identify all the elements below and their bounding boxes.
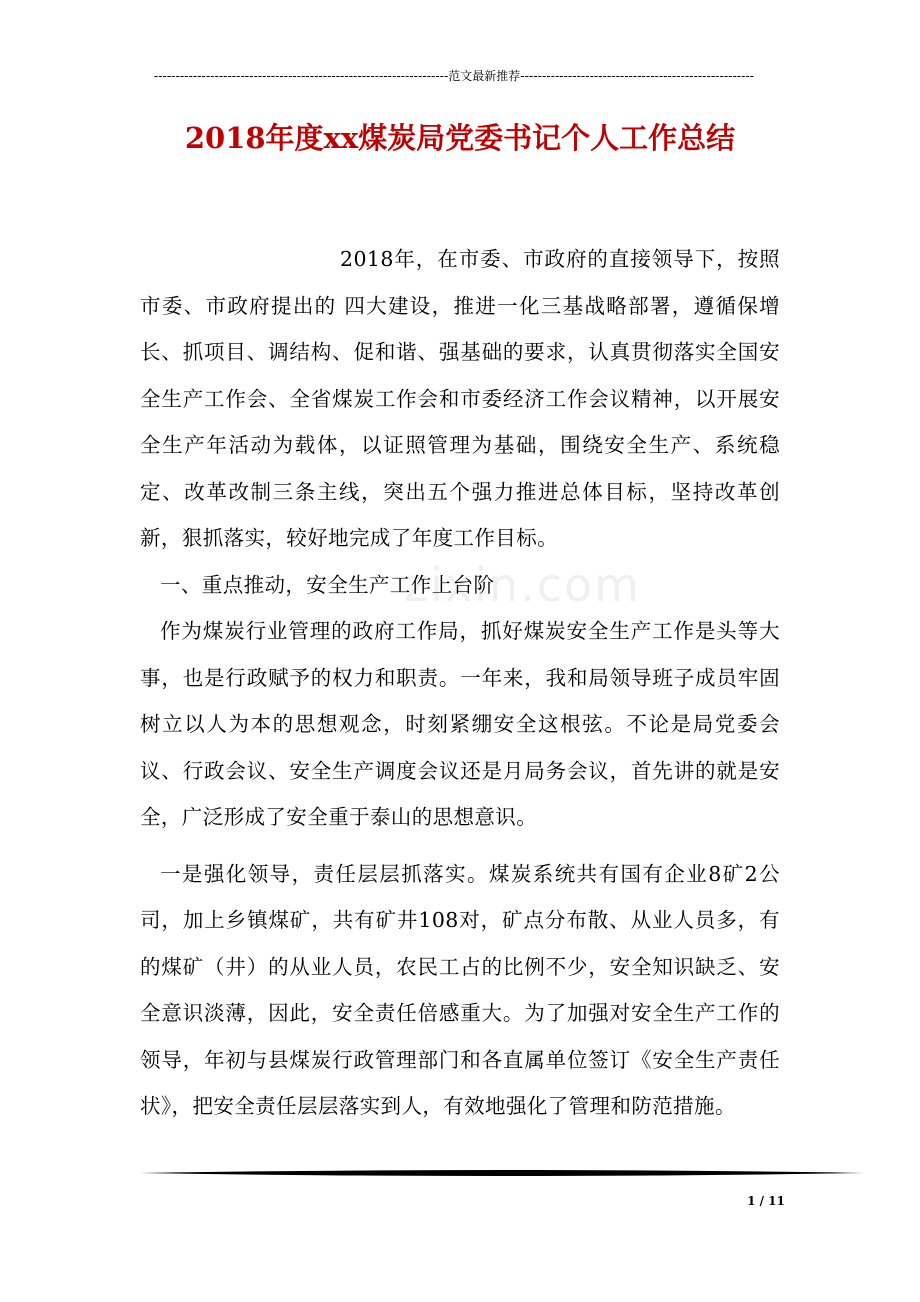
section-heading: 一、重点推动，安全生产工作上台阶	[160, 572, 495, 597]
page-header: --------------------------------------------------------------------范文最新推荐------------------------------------------------------	[153, 69, 755, 83]
page-number: 1 / 11	[747, 1194, 785, 1208]
footer-rule	[140, 1170, 864, 1176]
document-title: 2018年度xx煤炭局党委书记个人工作总结	[184, 121, 736, 155]
document-body	[140, 236, 780, 1130]
paragraph-leadership: 一是强化领导，责任层层抓落实。煤炭系统共有国有企业8矿2公司，加上乡镇煤矿，共有矿井108对，矿点分布散、从业人员多，有的煤矿（井）的从业人员，农民工占的比例不少，安全知识缺乏、安全意识淡薄，因此，安全责任倍感重大。为了加强对安全生产工作的领导，年初与县煤炭行政管理部门和各直属单位签订《安全生产责任状》，把安全责任层层落实到人，有效地强化了管理和防范措施。	[140, 861, 780, 1118]
watermark: zixin.com	[404, 558, 641, 612]
paragraph-safety-overview: 作为煤炭行业管理的政府工作局，抓好煤炭安全生产工作是头等大事，也是行政赋予的权力和职责。一年来，我和局领导班子成员牢固树立以人为本的思想观念，时刻紧绷安全这根弦。不论是局党委会议、行政会议、安全生产调度会议还是月局务会议，首先讲的就是安全，广泛形成了安全重于泰山的思想意识。	[140, 619, 780, 829]
paragraph-intro: 2018年，在市委、市政府的直接领导下，按照市委、市政府提出的 四大建设，推进一化三基战略部署，遵循保增长、抓项目、调结构、促和谐、强基础的要求，认真贯彻落实全国安全生产工作会、全省煤炭工作会和市委经济工作会议精神，以开展安全生产年活动为载体，以证照管理为基础，围绕安全生产、系统稳定、改革改制三条主线，突出五个强力推进总体目标，坚持改革创新，狠抓落实，较好地完成了年度工作目标。	[140, 247, 780, 550]
